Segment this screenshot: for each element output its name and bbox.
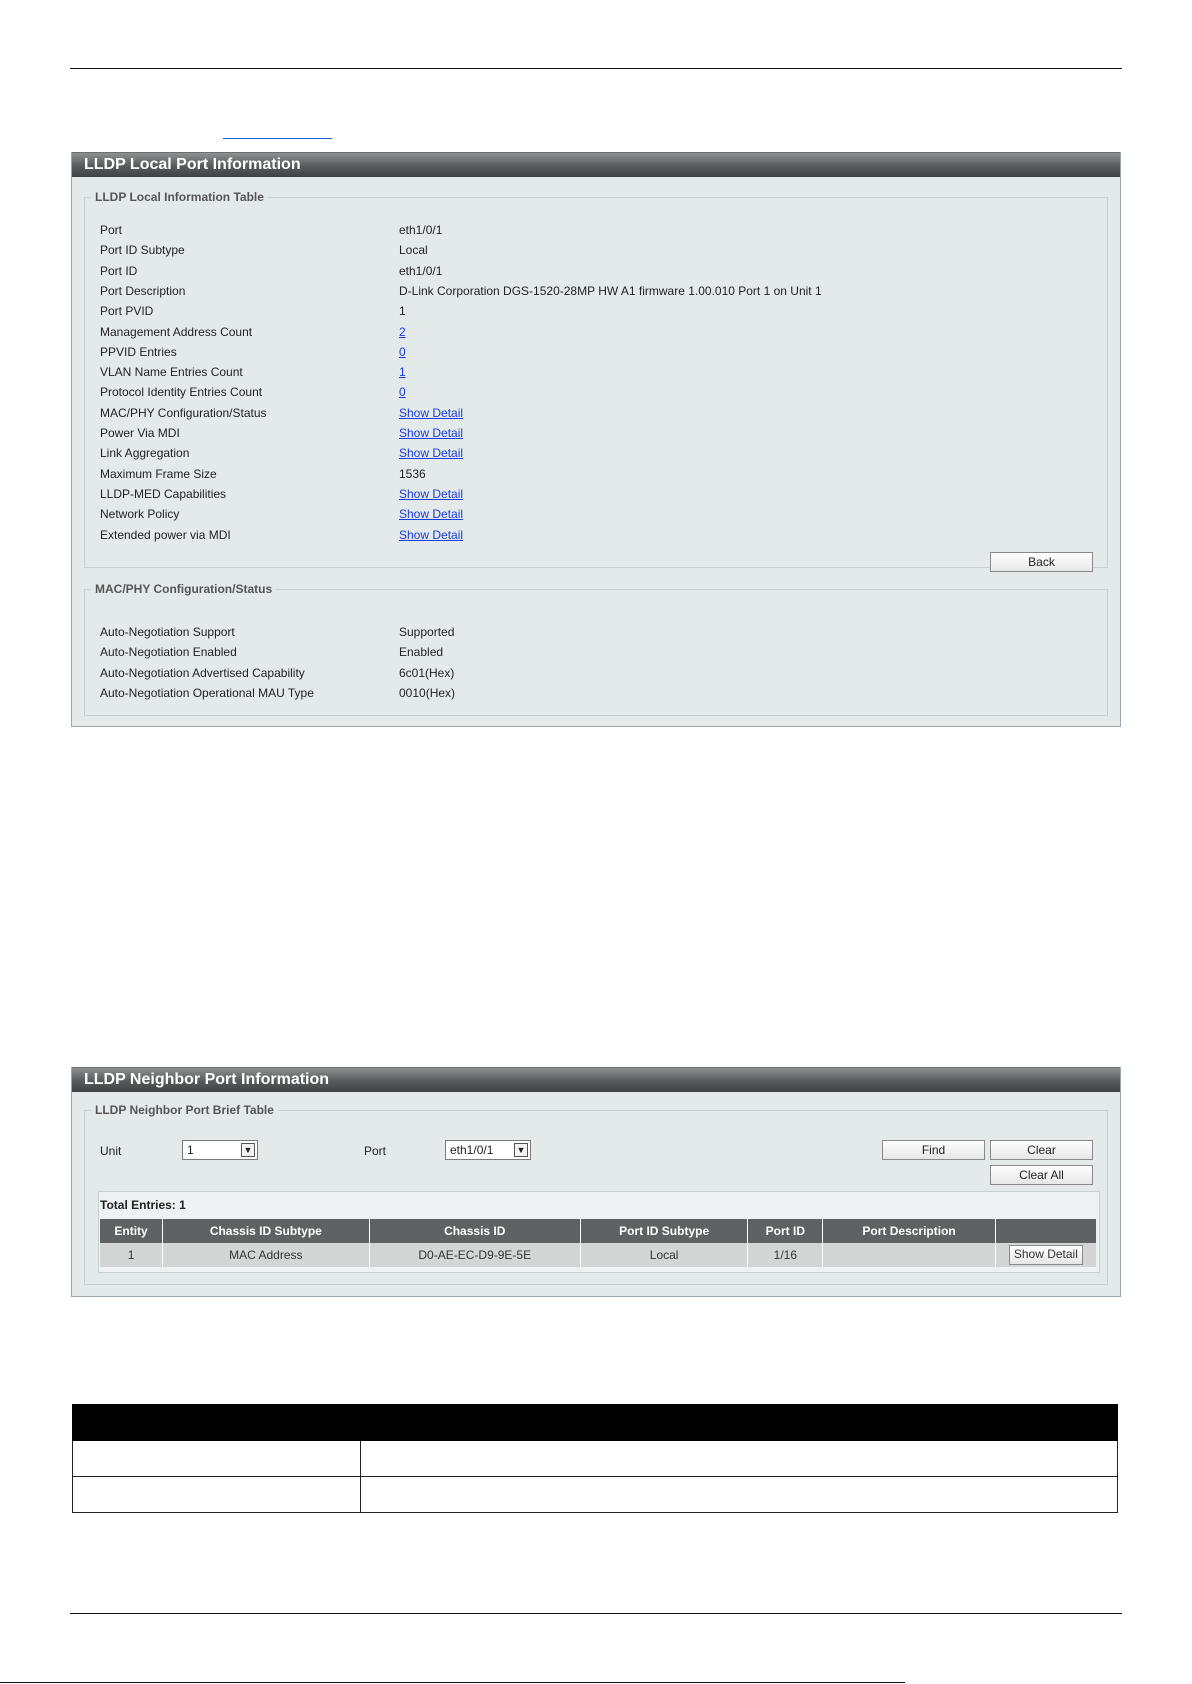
description-header-cell: [73, 1405, 361, 1441]
description-cell: [73, 1441, 361, 1477]
top-underline-link[interactable]: [223, 138, 332, 139]
neighbor-table: [100, 1219, 1096, 1267]
macphy-row: [100, 663, 1100, 683]
table-row: [100, 1243, 1096, 1267]
local-info-row: [100, 443, 1100, 463]
description-cell: [361, 1477, 1118, 1513]
description-cell: [361, 1441, 1118, 1477]
cell-port-id: 1/16: [748, 1243, 823, 1267]
local-info-row: [100, 281, 1100, 301]
col-port-description: Port Description: [823, 1219, 995, 1243]
find-button[interactable]: Find: [882, 1140, 985, 1160]
local-info-row-label: Port: [100, 223, 123, 237]
unit-select-value: 1: [187, 1143, 194, 1157]
local-info-row-value-link[interactable]: Show Detail: [399, 486, 464, 501]
macphy-row: [100, 683, 1100, 703]
local-info-row: [100, 403, 1100, 423]
local-info-row-label: LLDP-MED Capabilities: [100, 486, 227, 501]
macphy-row: [100, 642, 1100, 662]
col-chassis-id-subtype: Chassis ID Subtype: [163, 1219, 369, 1243]
description-table-header: [73, 1405, 1118, 1441]
local-info-row-value-link[interactable]: Show Detail: [399, 527, 464, 542]
show-detail-button[interactable]: Show Detail: [1009, 1245, 1083, 1265]
macphy-row-label: Auto-Negotiation Enabled: [100, 645, 237, 660]
clear-all-button[interactable]: Clear All: [990, 1165, 1093, 1185]
cell-chassis-id: D0-AE-EC-D9-9E-5E: [369, 1243, 580, 1267]
local-info-row-value-link[interactable]: 2: [399, 324, 406, 339]
chevron-down-icon[interactable]: ▼: [241, 1143, 255, 1157]
unit-label: Unit: [100, 1144, 122, 1158]
local-info-row-value-link[interactable]: Show Detail: [399, 507, 464, 522]
macphy-rows: [100, 622, 1100, 712]
footer-rule: [0, 1682, 905, 1683]
macphy-row-label: Auto-Negotiation Advertised Capability: [100, 665, 305, 680]
local-info-row-label: Port ID Subtype: [100, 243, 185, 258]
lldp-neighbor-port-title: LLDP Neighbor Port Information: [72, 1067, 1120, 1092]
local-info-row-value-link[interactable]: 1: [399, 365, 406, 380]
local-info-row-label: Maximum Frame Size: [100, 466, 217, 481]
local-info-row-value: eth1/0/1: [399, 223, 443, 237]
local-info-legend: LLDP Local Information Table: [95, 190, 264, 204]
local-info-row-label: VLAN Name Entries Count: [100, 365, 243, 380]
local-info-row-label: PPVID Entries: [100, 344, 177, 359]
local-info-row: [100, 423, 1100, 443]
local-info-row: [100, 322, 1100, 342]
macphy-row-label: Auto-Negotiation Operational MAU Type: [100, 685, 314, 700]
local-info-row: [100, 525, 1100, 545]
back-button[interactable]: Back: [990, 552, 1093, 572]
local-info-row-label: Port Description: [100, 283, 186, 298]
port-select[interactable]: [445, 1140, 531, 1160]
local-info-row-label: MAC/PHY Configuration/Status: [100, 405, 267, 420]
cell-chassis-id-subtype: MAC Address: [163, 1243, 369, 1267]
description-cell: [73, 1477, 361, 1513]
macphy-row: [100, 622, 1100, 642]
cell-entity: 1: [100, 1243, 163, 1267]
clear-button[interactable]: Clear: [990, 1140, 1093, 1160]
local-info-row: [100, 220, 1100, 240]
unit-select[interactable]: [182, 1140, 258, 1160]
col-action: [995, 1219, 1096, 1243]
local-info-row-value: 1: [399, 304, 406, 319]
port-label: Port: [364, 1144, 387, 1158]
macphy-legend: MAC/PHY Configuration/Status: [95, 582, 273, 596]
lldp-neighbor-port-panel: [71, 1067, 1121, 1297]
local-info-row: [100, 504, 1100, 524]
local-info-row: [100, 240, 1100, 260]
local-info-row: [100, 301, 1100, 321]
page-top-rule: [70, 68, 1122, 69]
total-entries: Total Entries: 1: [100, 1198, 186, 1212]
local-info-row: [100, 484, 1100, 504]
local-info-row: [100, 382, 1100, 402]
macphy-row-value: Supported: [399, 625, 455, 639]
local-info-row: [100, 342, 1100, 362]
col-port-id-subtype: Port ID Subtype: [580, 1219, 747, 1243]
local-info-row-value-link[interactable]: Show Detail: [399, 405, 464, 420]
col-chassis-id: Chassis ID: [369, 1219, 580, 1243]
neighbor-table-header: [100, 1219, 1096, 1243]
description-header-cell: [361, 1405, 1118, 1441]
local-info-row-label: Network Policy: [100, 507, 180, 522]
local-info-row-value-link[interactable]: 0: [399, 344, 406, 359]
local-info-row-label: Port PVID: [100, 304, 154, 319]
lldp-local-port-title: LLDP Local Port Information: [72, 152, 1120, 177]
page-bottom-rule: [70, 1613, 1122, 1614]
table-row: [73, 1477, 1118, 1513]
local-info-row: [100, 464, 1100, 484]
local-info-row-value: eth1/0/1: [399, 263, 443, 278]
table-row: [73, 1441, 1118, 1477]
local-info-row-value: D-Link Corporation DGS-1520-28MP HW A1 firmware 1.00.010 Port 1 on Unit 1: [399, 283, 822, 298]
local-info-row-value: Local: [399, 243, 428, 258]
macphy-row-value: 0010(Hex): [399, 685, 456, 700]
macphy-row-label: Auto-Negotiation Support: [100, 625, 235, 639]
local-info-row-value-link[interactable]: 0: [399, 385, 406, 400]
local-info-row-value: 1536: [399, 466, 426, 481]
cell-action: [995, 1243, 1096, 1267]
local-info-row-value-link[interactable]: Show Detail: [399, 426, 464, 440]
col-entity: Entity: [100, 1219, 163, 1243]
local-info-row-label: Link Aggregation: [100, 446, 190, 461]
macphy-row-value: Enabled: [399, 645, 444, 660]
neighbor-brief-legend: LLDP Neighbor Port Brief Table: [95, 1103, 274, 1117]
col-port-id: Port ID: [748, 1219, 823, 1243]
macphy-row-value: 6c01(Hex): [399, 665, 455, 680]
local-info-row-label: Port ID: [100, 263, 138, 278]
chevron-down-icon[interactable]: ▼: [514, 1143, 528, 1157]
local-info-row-label: Protocol Identity Entries Count: [100, 385, 263, 400]
cell-port-id-subtype: Local: [580, 1243, 747, 1267]
local-info-row-label: Management Address Count: [100, 324, 253, 339]
local-info-row-label: Extended power via MDI: [100, 527, 231, 542]
cell-port-description: [823, 1243, 995, 1267]
description-table: [72, 1404, 1118, 1513]
local-info-row: [100, 362, 1100, 382]
local-info-row-label: Power Via MDI: [100, 426, 180, 440]
port-select-value: eth1/0/1: [450, 1143, 494, 1157]
local-info-rows: [100, 220, 1100, 560]
local-info-row-value-link[interactable]: Show Detail: [399, 446, 464, 461]
local-info-row: [100, 261, 1100, 281]
lldp-local-port-panel: [71, 152, 1121, 727]
